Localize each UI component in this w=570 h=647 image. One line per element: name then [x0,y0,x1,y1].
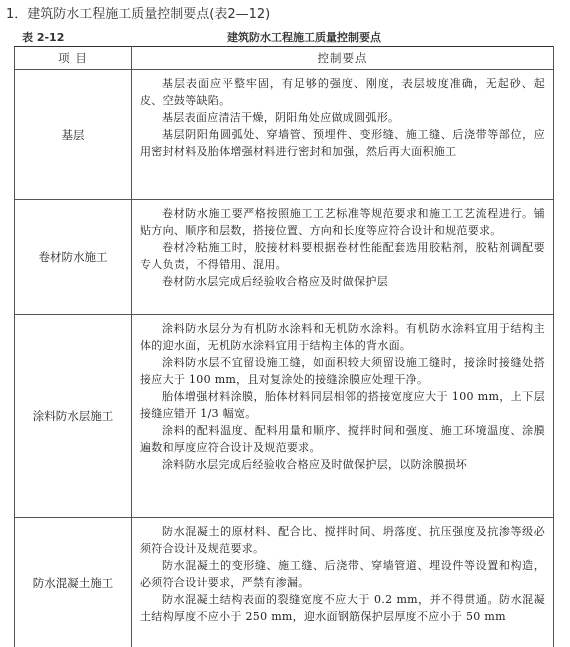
control-point: 涂料的配料温度、配料用量和顺序、搅拌时间和强度、施工环境温度、涂膜遍数和厚度应符合设计及规范要求。 [140,422,545,456]
table-row [15,200,554,315]
control-point: 涂料防水层分为有机防水涂料和无机防水涂料。有机防水涂料宜用于结构主体的迎水面，无机防水涂料宜用于结构主体的背水面。 [140,320,545,354]
control-point: 涂料防水层完成后经验收合格应及时做保护层，以防涂膜损坏 [140,456,545,473]
row-item-label: 基层 [15,70,132,200]
table-header-row [15,47,554,70]
control-point: 涂料防水层不宜留设施工缝，如面积较大须留设施工缝时，接涂时接缝处搭接应大于 100 mm，且对复涂处的接缝涂膜应处理干净。 [140,354,545,388]
table-row [15,70,554,200]
column-header-item: 项 目 [15,47,132,70]
control-point: 胎体增强材料涂膜，胎体材料同层相邻的搭接宽度应大于 100 mm，上下层接缝应错开 1/3 幅宽。 [140,388,545,422]
row-control-points [132,518,554,647]
control-point: 基层表面应清洁干燥，阴阳角处应做成圆弧形。 [140,109,545,126]
control-point: 基层表面应平整牢固，有足够的强度、刚度，表层坡度准确，无起砂、起皮、空鼓等缺陷。 [140,75,545,109]
table-caption [14,26,554,46]
table-row [15,315,554,518]
row-control-points [132,315,554,518]
document-page [14,26,554,647]
control-point: 卷材冷粘施工时，胶接材料要根据卷材性能配套选用胶粘剂，胶粘剂调配要专人负责，不得错用、混用。 [140,239,545,273]
quality-control-table [14,46,554,647]
control-point: 卷材防水层完成后经验收合格应及时做保护层 [140,273,545,290]
row-item-label: 涂料防水层施工 [15,315,132,518]
column-header-points: 控制要点 [132,47,554,70]
control-point: 基层阴阳角圆弧处、穿墙管、预埋件、变形缝、施工缝、后浇带等部位，应用密封材料及胎体增强材料进行密封和加强，然后再大面积施工 [140,126,545,160]
row-control-points [132,200,554,315]
control-point: 防水混凝土的原材料、配合比、搅拌时间、坍落度、抗压强度及抗渗等级必须符合设计及规范要求。 [140,523,545,557]
table-title: 建筑防水工程施工质量控制要点 [14,29,554,45]
row-control-points [132,70,554,200]
control-point: 卷材防水施工要严格按照施工工艺标准等规范要求和施工工艺流程进行。铺贴方向、顺序和层数，搭接位置、方向和长度等应符合设计和规范要求。 [140,205,545,239]
control-point: 防水混凝土的变形缝、施工缝、后浇带、穿墙管道、埋设件等设置和构造，必须符合设计要求，严禁有渗漏。 [140,557,545,591]
row-item-label: 防水混凝土施工 [15,518,132,647]
row-item-label: 卷材防水施工 [15,200,132,315]
table-number: 表 2-12 [22,29,64,45]
control-point: 防水混凝土结构表面的裂缝宽度不应大于 0.2 mm，并不得贯通。防水混凝土结构厚度不应小于 250 mm，迎水面钢筋保护层厚度不应小于 50 mm [140,591,545,625]
section-heading: 1．建筑防水工程施工质量控制要点(表2—12) [6,3,270,22]
table-row [15,518,554,647]
